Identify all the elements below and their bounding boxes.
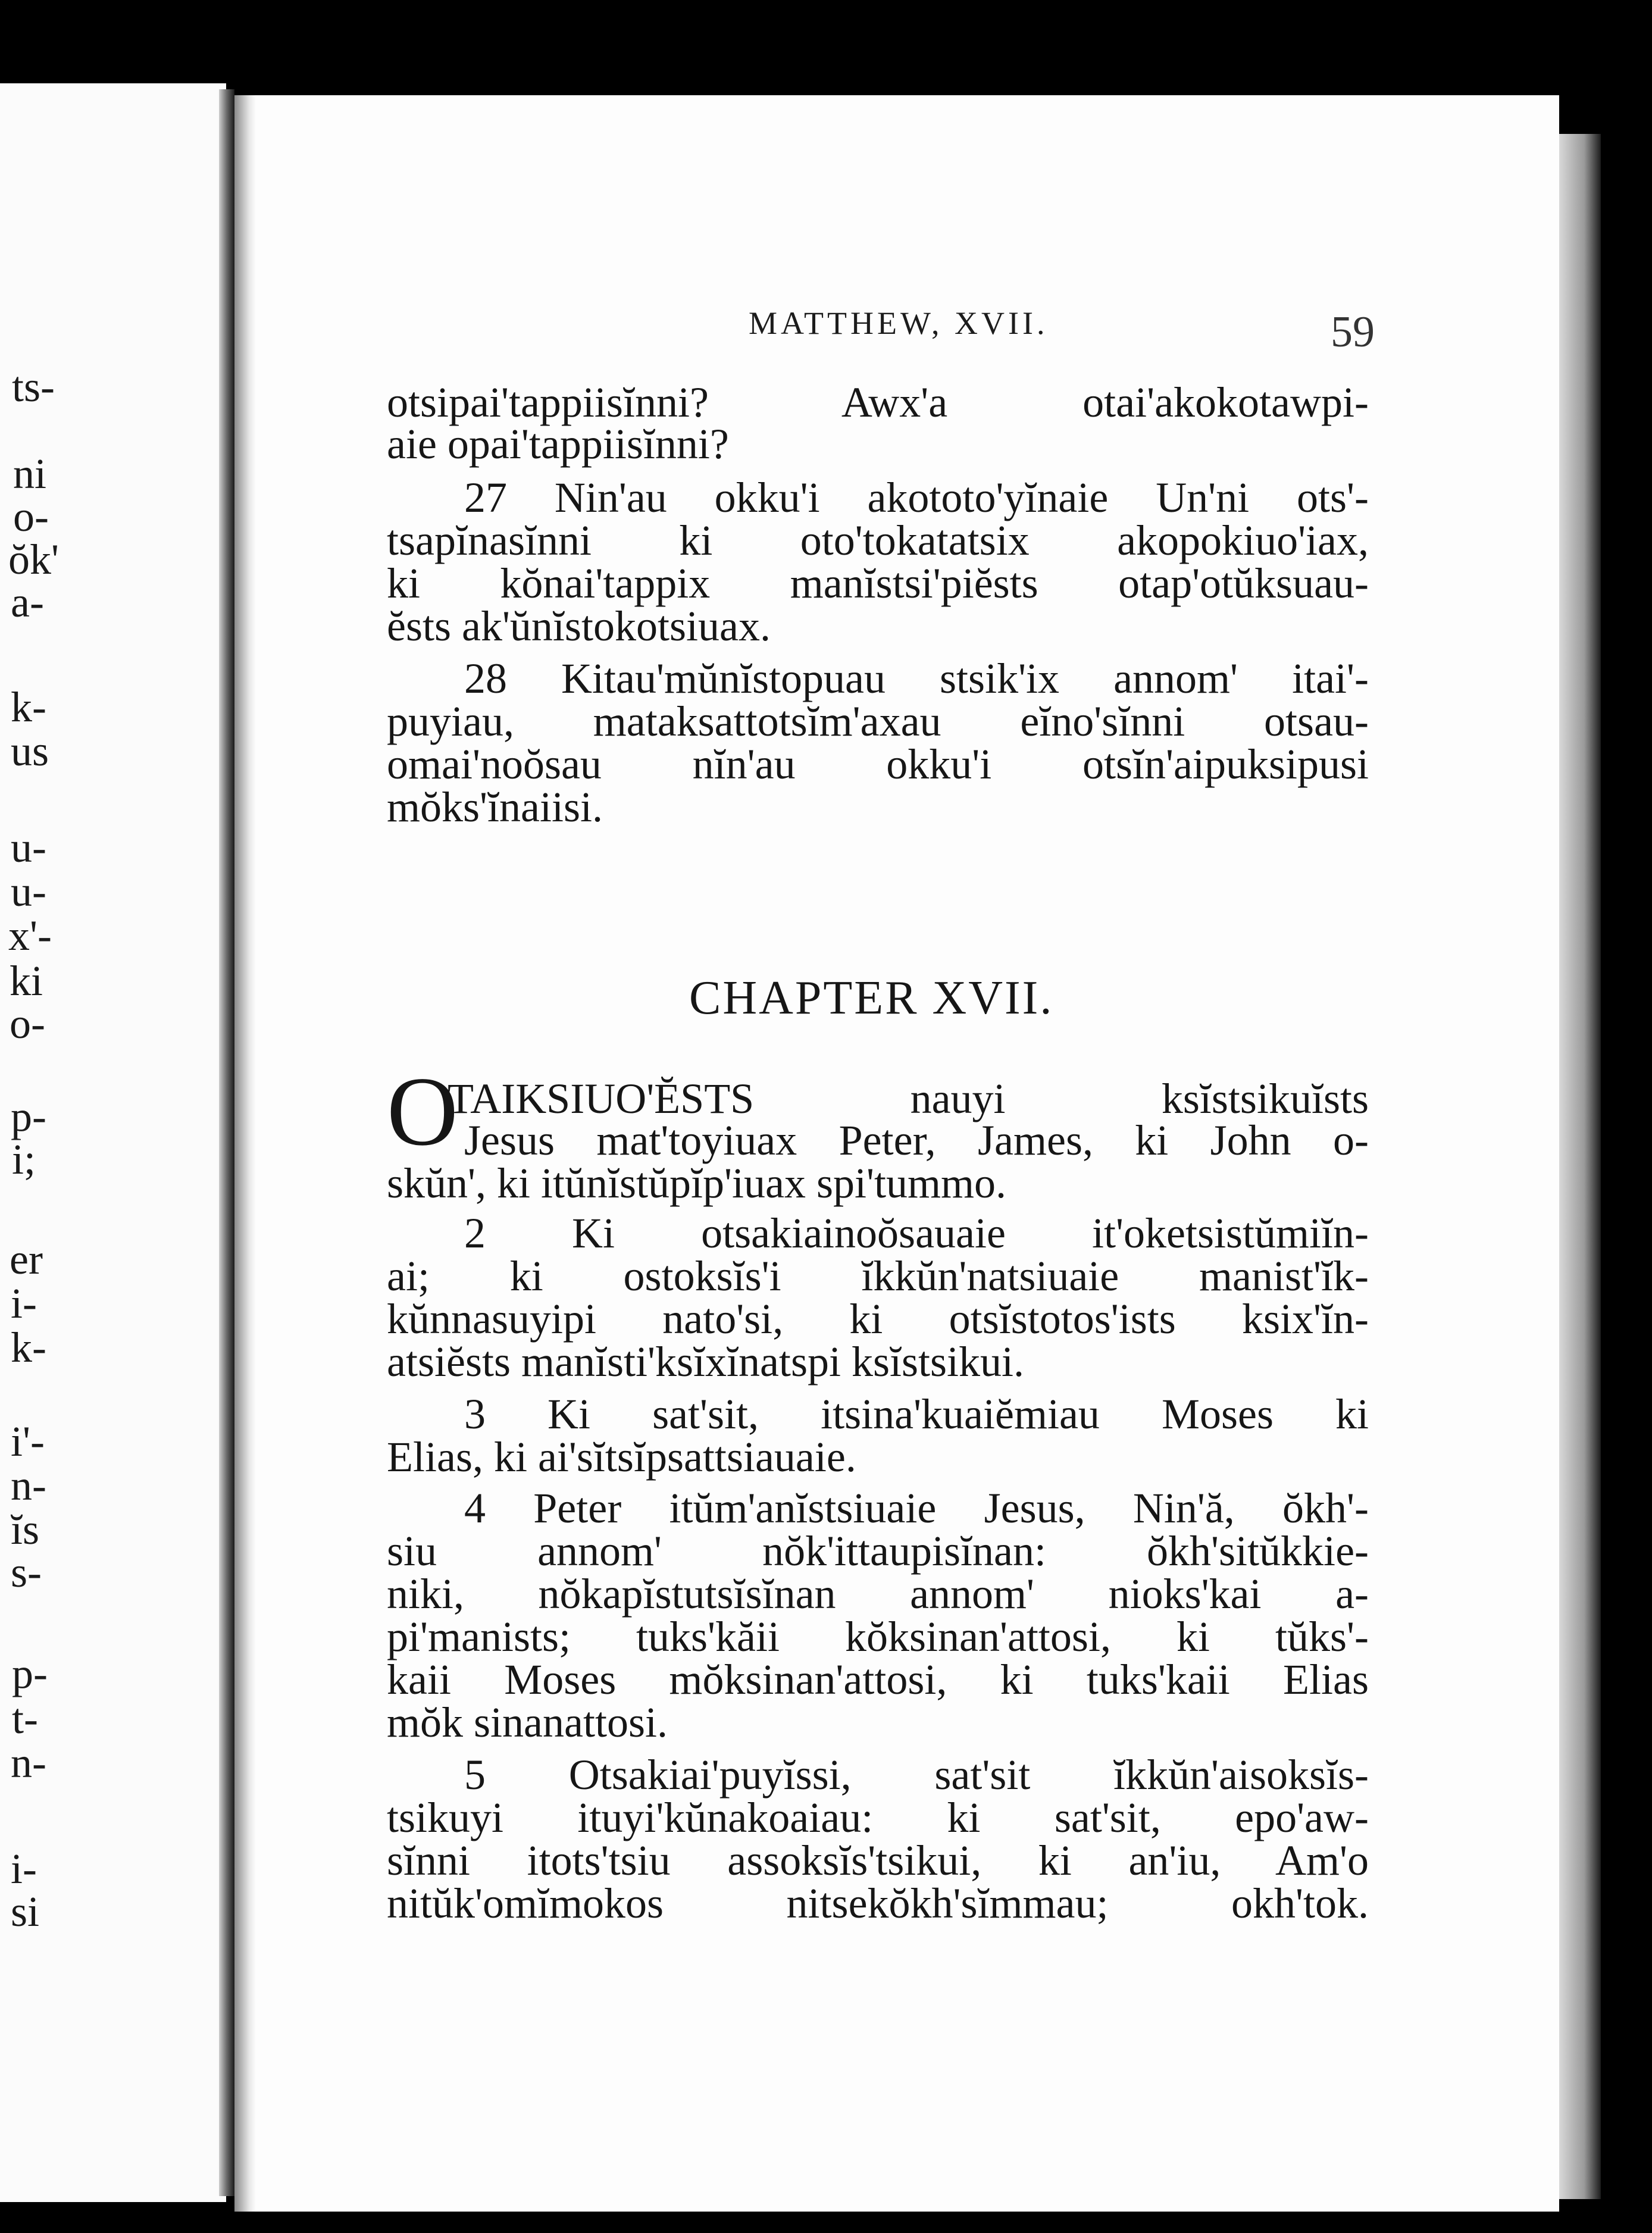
- left-page-fragment: i;: [12, 1136, 36, 1183]
- verse-5-line: 5 Otsakiai'puyĭssi, sat'sit ĭkkŭn'aisoksĭs-: [464, 1751, 1369, 1799]
- text-line: mŏk sinanattosi.: [387, 1699, 668, 1746]
- gutter-shadow: [219, 89, 234, 2196]
- left-page-fragment: n-: [11, 1462, 46, 1509]
- text-line: sĭnni itots'tsiu assoksĭs'tsikui, ki an'iu, Am'o: [387, 1837, 1369, 1884]
- text-line: puyiau, mataksattotsĭm'axau eĭno'sĭnni otsau-: [387, 698, 1369, 745]
- left-page-fragment: n-: [11, 1739, 46, 1787]
- left-page-fragment: ĭs: [11, 1506, 40, 1553]
- left-page-fragment: u-: [11, 868, 46, 915]
- left-page-fragment: i-: [11, 1845, 37, 1893]
- left-page-fragment: o-: [13, 493, 49, 540]
- text-line: tsapĭnasĭnni ki oto'tokatatsix akopokiuo'iax,: [387, 517, 1369, 564]
- running-title: MATTHEW, XVII.: [749, 305, 1049, 341]
- text-line: ki kŏnai'tappix manĭstsi'piĕsts otap'otŭksuau-: [387, 559, 1369, 607]
- text-line: Elias, ki ai'sĭtsĭpsattsiauaie.: [387, 1433, 856, 1481]
- left-page-fragment: us: [11, 727, 49, 775]
- text-line: otsipai'tappiisĭnni? Awx'a otai'akokotawpi-: [387, 379, 1369, 426]
- left-page-fragment: p-: [11, 1093, 46, 1140]
- left-page-fragment: u-: [11, 824, 46, 871]
- left-page-fragment: er: [10, 1236, 43, 1283]
- verse-28-line: 28 Kitau'mŭnĭstopuau stsik'ix annom' itai'-: [464, 655, 1369, 702]
- text-line: kŭnnasuyipi nato'si, ki otsĭstotos'ists ksix'ĭn-: [387, 1295, 1369, 1343]
- chapter-heading: CHAPTER XVII.: [689, 972, 1054, 1024]
- text-line: aie opai'tappiisĭnni?: [387, 420, 729, 468]
- left-page-fragment: i'-: [11, 1418, 45, 1465]
- verse-2-line: 2 Ki otsakiainoŏsauaie it'oketsistŭmiĭn-: [464, 1209, 1369, 1257]
- left-page-fragment: s-: [11, 1549, 42, 1596]
- left-page-fragment: si: [11, 1888, 40, 1935]
- left-page-fragment: ts-: [12, 363, 55, 411]
- page-curve-shadow: [234, 95, 256, 2212]
- text-line: tsikuyi ituyi'kŭnakoaiau: ki sat'sit, epo'aw-: [387, 1794, 1369, 1841]
- text-line: niki, nŏkapĭstutsĭsĭnan annom' nioks'kai a-: [387, 1570, 1369, 1618]
- page-edge: [1559, 134, 1601, 2199]
- left-page-fragment: o-: [10, 1000, 45, 1047]
- left-page-fragment: p-: [12, 1650, 48, 1697]
- page-number: 59: [1331, 308, 1375, 356]
- text-line: kaii Moses mŏksinan'attosi, ki tuks'kaii Elias: [387, 1656, 1369, 1703]
- drop-cap: O: [387, 1056, 458, 1166]
- text-line: omai'noŏsau nĭn'au okku'i otsĭn'aipuksipusi: [387, 740, 1369, 788]
- text-line: ĕsts ak'ŭnĭstokotsiuax.: [387, 602, 771, 650]
- left-page-fragment: ŏk': [8, 536, 59, 583]
- left-page-fragment: k-: [11, 683, 46, 731]
- text-line: mŏks'ĭnaiisi.: [387, 783, 603, 831]
- text-line: nitŭk'omĭmokos nitsekŏkh'sĭmmau; okh'tok.: [387, 1879, 1369, 1927]
- text-line: skŭn', ki itŭnĭstŭpĭp'iuax spi'tummo.: [387, 1159, 1006, 1207]
- text-line: Jesus mat'toyiuax Peter, James, ki John o-: [464, 1116, 1369, 1164]
- text-line: pi'manists; tuks'kăii kŏksinan'attosi, ki tŭks'-: [387, 1613, 1369, 1660]
- left-page-fragment: ki: [10, 957, 43, 1005]
- left-page-fragment: x'-: [8, 912, 52, 959]
- verse-3-line: 3 Ki sat'sit, itsina'kuaiĕmiau Moses ki: [464, 1390, 1369, 1438]
- verse-27-line: 27 Nin'au okku'i akototo'yĭnaie Un'ni ots'-: [464, 474, 1369, 521]
- text-line: ai; ki ostoksĭs'i ĭkkŭn'natsiuaie manist'ĭk-: [387, 1252, 1369, 1300]
- left-page-fragment: a-: [11, 578, 44, 626]
- left-page-fragment: t-: [12, 1695, 38, 1743]
- left-page-fragment: i-: [11, 1280, 37, 1327]
- verse-4-line: 4 Peter itŭm'anĭstsiuaie Jesus, Nin'ă, ŏkh'-: [464, 1484, 1369, 1532]
- text-line: atsiĕsts manĭsti'ksĭxĭnatspi ksĭstsikui.: [387, 1338, 1025, 1386]
- text-line: TAIKSIUO'ĔSTS nauyi ksĭstsikuĭsts: [448, 1075, 1369, 1122]
- left-page-fragment: k-: [11, 1324, 46, 1371]
- left-page-fragment: ni: [13, 450, 47, 498]
- text-line: siu annom' nŏk'ittaupisĭnan: ŏkh'sitŭkkie-: [387, 1527, 1369, 1575]
